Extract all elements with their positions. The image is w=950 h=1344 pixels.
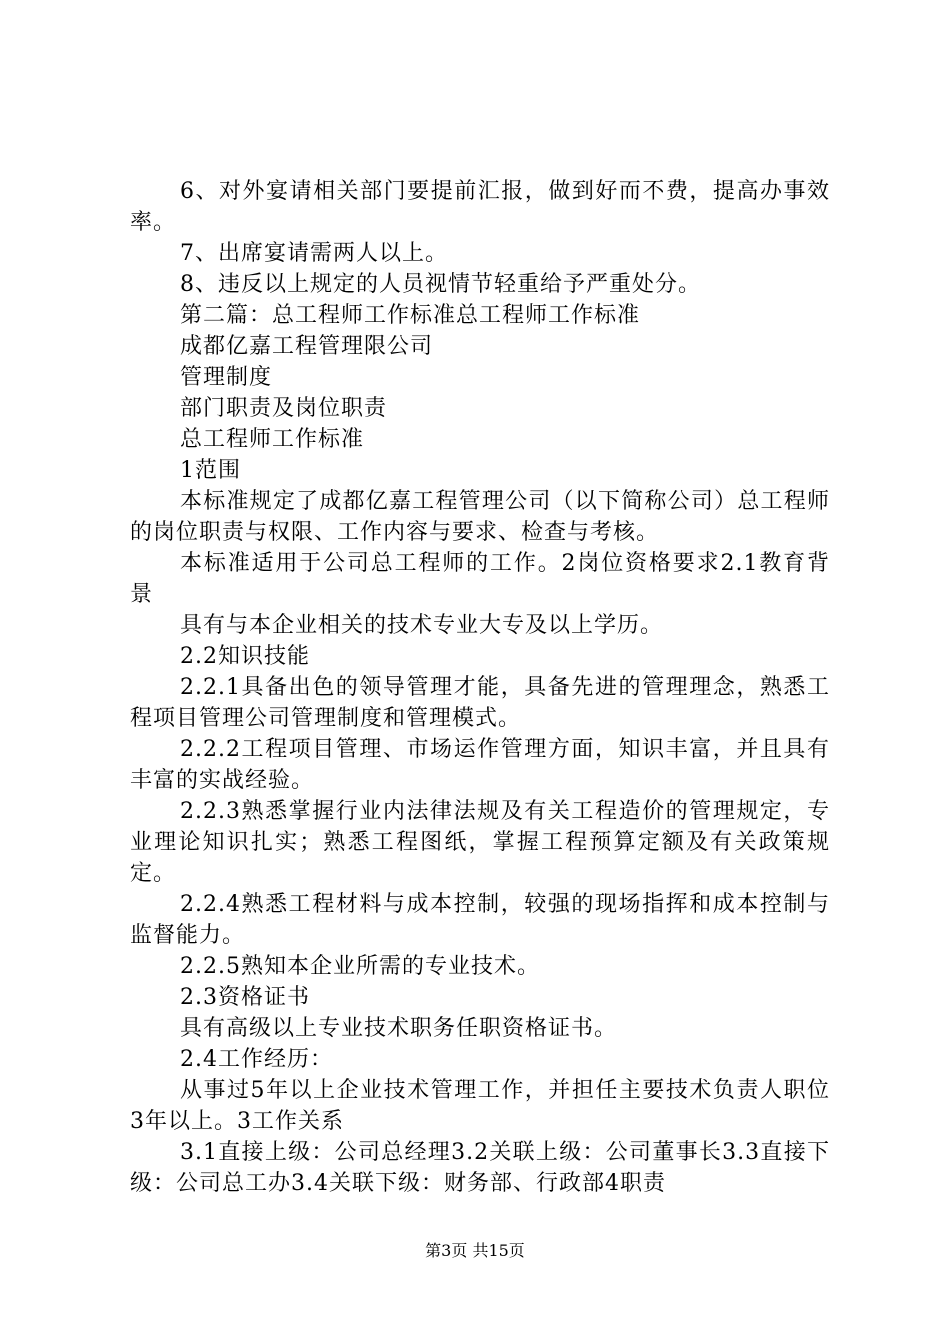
applicability-paragraph: 本标准适用于公司总工程师的工作。2岗位资格要求2.1教育背景 [130,551,830,607]
page-footer: 第3页 共15页 [425,1241,525,1260]
section-heading: 第二篇：总工程师工作标准总工程师工作标准 [180,303,641,328]
skill-item-5: 2.2.5熟知本企业所需的专业技术。 [180,954,540,979]
relationship-paragraph: 3.1直接上级：公司总经理3.2关联上级：公司董事长3.3直接下级：公司总工办3.4关联下级：财务部、行政部4职责 [130,1140,830,1196]
experience-paragraph: 从事过5年以上企业技术管理工作，并担任主要技术负责人职位3年以上。3工作关系 [130,1078,830,1134]
skills-heading: 2.2知识技能 [180,644,310,669]
standard-title: 总工程师工作标准 [180,427,365,452]
experience-heading: 2.4工作经历： [180,1047,333,1072]
certificate-paragraph: 具有高级以上专业技术职务任职资格证书。 [180,1016,618,1041]
skill-item-1: 2.2.1具备出色的领导管理才能，具备先进的管理理念，熟悉工程项目管理公司管理制度和管理模式。 [130,675,830,731]
company-name: 成都亿嘉工程管理限公司 [180,334,434,359]
subcategory-title: 部门职责及岗位职责 [180,396,388,421]
document-body [130,176,830,1199]
category-title: 管理制度 [180,365,273,390]
education-paragraph: 具有与本企业相关的技术专业大专及以上学历。 [180,613,664,638]
scope-paragraph: 本标准规定了成都亿嘉工程管理公司（以下简称公司）总工程师的岗位职责与权限、工作内容与要求、检查与考核。 [130,489,830,545]
certificate-heading: 2.3资格证书 [180,985,310,1010]
scope-heading: 1范围 [180,458,241,483]
skill-item-4: 2.2.4熟悉工程材料与成本控制，较强的现场指挥和成本控制与监督能力。 [130,892,830,948]
paragraph-item-8: 8、违反以上规定的人员视情节轻重给予严重处分。 [180,272,701,297]
skill-item-3: 2.2.3熟悉掌握行业内法律法规及有关工程造价的管理规定，专业理论知识扎实；熟悉工程图纸，掌握工程预算定额及有关政策规定。 [130,799,830,886]
skill-item-2: 2.2.2工程项目管理、市场运作管理方面，知识丰富，并且具有丰富的实战经验。 [130,737,830,793]
paragraph-item-6: 6、对外宴请相关部门要提前汇报，做到好而不费，提高办事效率。 [130,179,830,235]
paragraph-item-7: 7、出席宴请需两人以上。 [180,241,448,266]
